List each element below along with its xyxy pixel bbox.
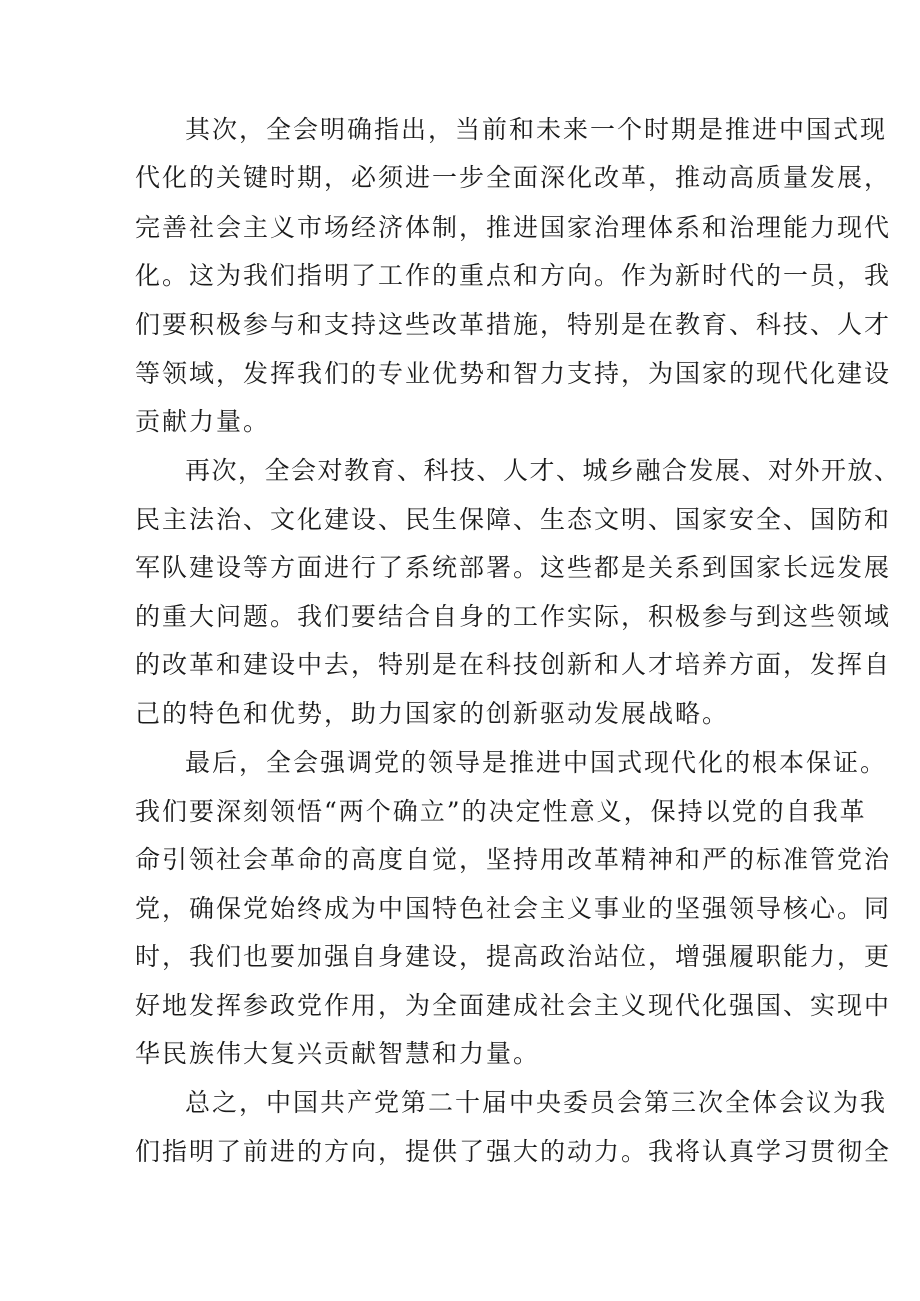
text-line: 其次，全会明确指出，当前和未来一个时期是推进中国式现: [185, 115, 888, 144]
text-line: 军队建设等方面进行了系统部署。这些都是关系到国家长远发展: [135, 553, 892, 582]
text-line: 代化的关键时期，必须进一步全面深化改革，推动高质量发展，: [135, 163, 892, 192]
text-line: 命引领社会革命的高度自觉，坚持用改革精神和严的标准管党治: [135, 845, 892, 874]
text-line: 总之，中国共产党第二十届中央委员会第三次全体会议为我: [185, 1088, 888, 1117]
text-line: 我们要深刻领悟“两个确立”的决定性意义，保持以党的自我革: [135, 797, 867, 826]
text-line: 们指明了前进的方向，提供了强大的动力。我将认真学习贯彻全: [135, 1137, 892, 1166]
text-line: 贡献力量。: [135, 407, 271, 436]
text-line: 党，确保党始终成为中国特色社会主义事业的坚强领导核心。同: [135, 894, 892, 923]
text-line: 的重大问题。我们要结合自身的工作实际，积极参与到这些领域: [135, 602, 892, 631]
text-line: 化。这为我们指明了工作的重点和方向。作为新时代的一员，我: [135, 261, 892, 290]
text-line: 再次，全会对教育、科技、人才、城乡融合发展、对外开放、: [185, 456, 901, 485]
text-line: 等领域，发挥我们的专业优势和智力支持，为国家的现代化建设: [135, 359, 892, 388]
text-line: 最后，全会强调党的领导是推进中国式现代化的根本保证。: [185, 748, 888, 777]
text-line: 好地发挥参政党作用，为全面建成社会主义现代化强国、实现中: [135, 991, 892, 1020]
text-line: 的改革和建设中去，特别是在科技创新和人才培养方面，发挥自: [135, 650, 892, 679]
text-line: 民主法治、文化建设、民生保障、生态文明、国家安全、国防和: [135, 505, 892, 534]
text-line: 完善社会主义市场经济体制，推进国家治理体系和治理能力现代: [135, 213, 892, 242]
text-line: 华民族伟大复兴贡献智慧和力量。: [135, 1039, 541, 1068]
text-line: 时，我们也要加强自身建设，提高政治站位，增强履职能力，更: [135, 942, 892, 971]
text-line: 己的特色和优势，助力国家的创新驱动发展战略。: [135, 699, 730, 728]
text-line: 们要积极参与和支持这些改革措施，特别是在教育、科技、人才: [135, 310, 892, 339]
